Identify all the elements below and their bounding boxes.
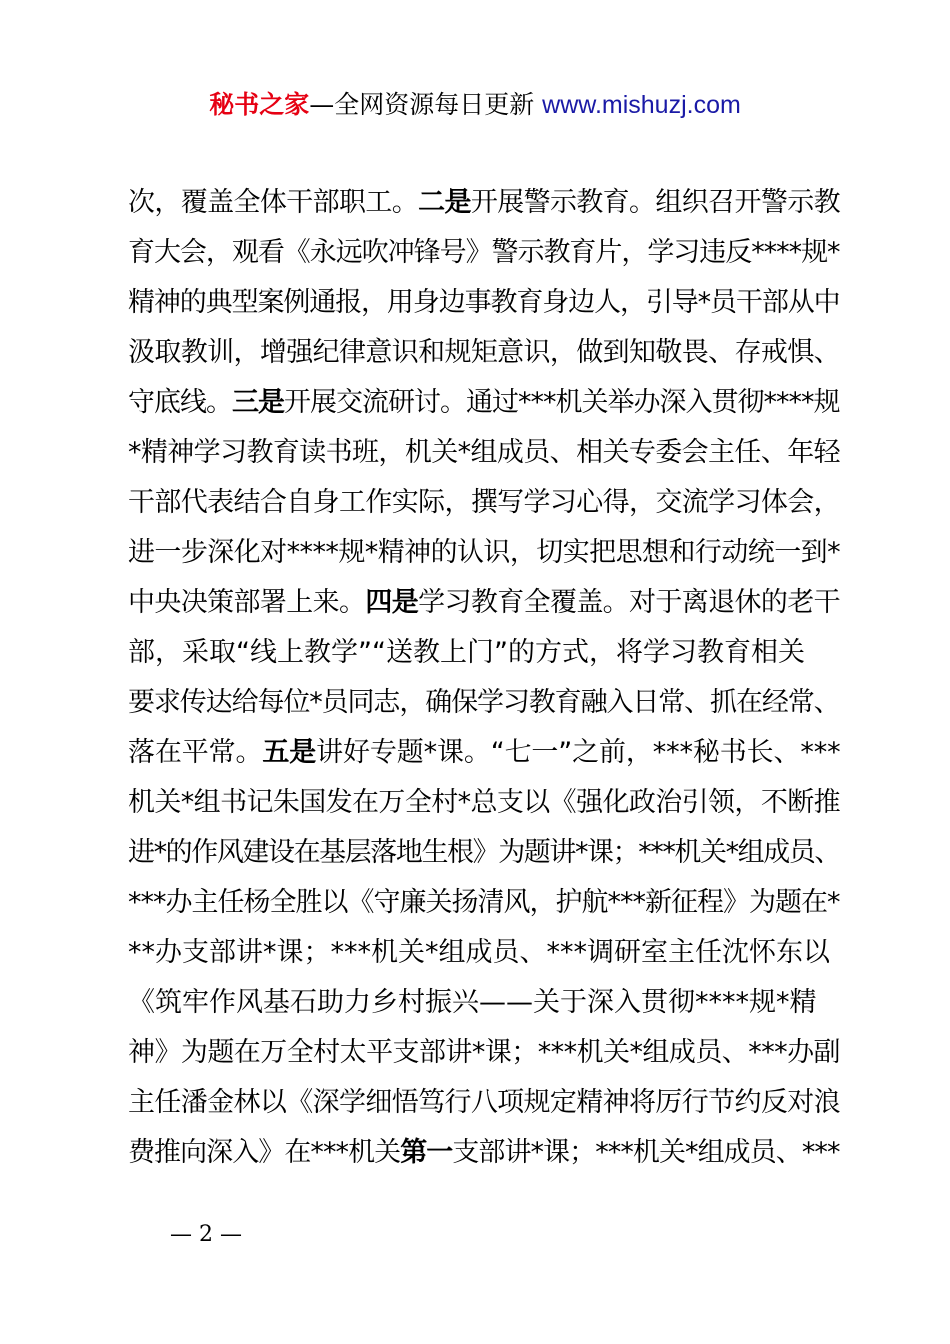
site-url-link[interactable]: www.mishuzj.com (542, 91, 741, 119)
text-segment: 次，覆盖全体干部职工。 (128, 187, 419, 218)
text-line (128, 828, 840, 878)
text-segment: 落在平常。 (128, 737, 263, 768)
text-segment: 部，采取“线上教学”“送教上门”的方式，将学习教育相关 (128, 637, 805, 668)
text-line (128, 378, 840, 428)
document-body (128, 178, 840, 1178)
text-line (128, 1078, 840, 1128)
text-segment: 主任潘金林以《深学细悟笃行八项规定精神将厉行节约反对浪 (128, 1087, 840, 1118)
text-segment: 《筑牢作风基石助力乡村振兴——关于深入贯彻****规*精 (128, 987, 817, 1018)
text-segment: ***办主任杨全胜以《守廉关扬清风，护航***新征程》为题在* (128, 887, 840, 918)
text-line (128, 928, 840, 978)
text-segment: 讲好专题*课。“七一”之前，***秘书长、*** (316, 737, 841, 768)
bold-text-segment: 二是 (418, 187, 471, 218)
text-segment: 进*的作风建设在基层落地生根》为题讲*课；***机关*组成员、 (128, 837, 840, 868)
text-segment: 进一步深化对****规*精神的认识，切实把思想和行动统一到* (128, 537, 840, 568)
text-segment: 育大会，观看《永远吹冲锋号》警示教育片，学习违反****规* (128, 237, 840, 268)
bold-text-segment: 第一 (400, 1137, 453, 1168)
text-segment: 要求传达给每位*员同志，确保学习教育融入日常、抓在经常、 (128, 687, 840, 718)
site-brand: 秘书之家 (209, 90, 310, 119)
text-line (128, 428, 840, 478)
bold-text-segment: 五是 (262, 737, 317, 768)
bold-text-segment: 四是 (365, 587, 419, 618)
text-line (128, 628, 840, 678)
text-line (128, 478, 840, 528)
text-line (128, 528, 840, 578)
page-number: — 2 — (170, 1222, 242, 1247)
text-segment: 精神的典型案例通报，用身边事教育身边人，引导*员干部从中 (128, 287, 840, 318)
text-segment: 干部代表结合自身工作实际，撰写学习心得，交流学习体会， (128, 487, 840, 518)
text-line (128, 978, 840, 1028)
text-line (128, 1128, 840, 1178)
text-line (128, 578, 840, 628)
bold-text-segment: 三是 (232, 387, 284, 418)
site-header (0, 88, 950, 122)
text-segment: 学习教育全覆盖。对于离退休的老干 (418, 587, 841, 618)
text-segment: 开展警示教育。组织召开警示教 (470, 187, 841, 218)
text-segment: 守底线。 (128, 387, 232, 418)
text-line (128, 678, 840, 728)
text-line (128, 228, 840, 278)
text-segment: 支部讲*课；***机关*组成员、*** (452, 1137, 840, 1168)
text-segment: 开展交流研讨。通过***机关举办深入贯彻****规 (284, 387, 840, 418)
text-line (128, 278, 840, 328)
text-segment: 神》为题在万全村太平支部讲*课；***机关*组成员、***办副 (128, 1037, 840, 1068)
text-segment: 机关*组书记朱国发在万全村*总支以《强化政治引领，不断推 (128, 787, 840, 818)
site-slogan: —全网资源每日更新 (309, 90, 543, 119)
text-segment: 费推向深入》在***机关 (128, 1137, 401, 1168)
text-line (128, 878, 840, 928)
text-segment: 汲取教训，增强纪律意识和规矩意识，做到知敬畏、存戒惧、 (128, 337, 840, 368)
text-line (128, 328, 840, 378)
text-line (128, 728, 840, 778)
text-segment: 中央决策部署上来。 (128, 587, 366, 618)
text-segment: **办支部讲*课；***机关*组成员、***调研室主任沈怀东以 (128, 937, 830, 968)
text-segment: *精神学习教育读书班，机关*组成员、相关专委会主任、年轻 (128, 437, 840, 468)
text-line (128, 778, 840, 828)
text-line (128, 1028, 840, 1078)
text-line (128, 178, 840, 228)
